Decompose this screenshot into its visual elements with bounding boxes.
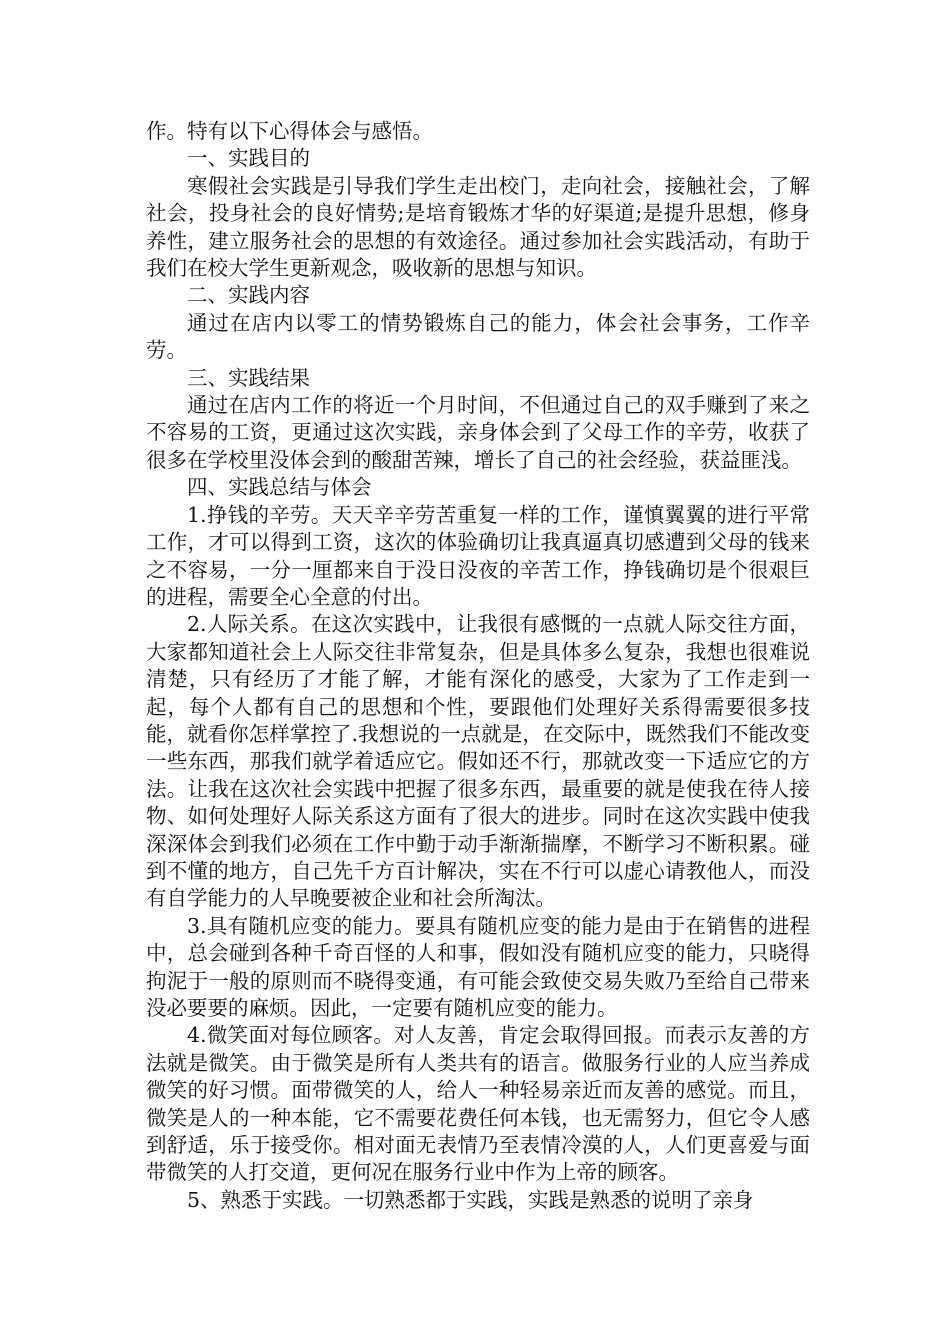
- section-heading-results: 三、实践结果: [187, 365, 310, 390]
- paragraph-results: 通过在店内工作的将近一个月时间，不但通过自己的双手赚到了来之不容易的工资，更通过这次实践，亲身体会到了父母工作的辛劳，收获了很多在学校里没体会到的酸甜苦辣，增长了自己的社会经验，获益匪浅。: [146, 393, 810, 472]
- section-heading-content: 二、实践内容: [187, 283, 310, 308]
- paragraph-intro-continuation: 作。特有以下心得体会与感悟。: [146, 119, 433, 143]
- section-heading-purpose: 一、实践目的: [187, 146, 310, 171]
- paragraph-point-5: 5、熟悉于实践。一切熟悉都于实践，实践是熟悉的说明了亲身: [187, 1187, 754, 1212]
- paragraph-point-3: 3.具有随机应变的能力。要具有随机应变的能力是由于在销售的进程中，总会碰到各种千奇百怪的人和事，假如没有随机应变的能力，只晓得拘泥于一般的原则而不晓得变通，有可能会致使交易失败乃至给自己带来没必要要的麻烦。因此，一定要有随机应变的能力。: [146, 913, 810, 1020]
- paragraph-point-2: 2.人际关系。在这次实践中，让我很有感慨的一点就人际交往方面，大家都知道社会上人际交往非常复杂，但是具体多么复杂，我想也很难说清楚，只有经历了才能了解，才能有深化的感受，大家为了工作走到一起，每个人都有自己的思想和个性，要跟他们处理好关系得需要很多技能，就看你怎样掌控了.我想说的一点就是，在交际中，既然我们不能改变一些东西，那我们就学着适应它。假如还不行，那就改变一下适应它的方法。让我在这次社会实践中把握了很多东西，最重要的就是使我在待人接物、如何处理好人际关系这方面有了很大的进步。同时在这次实践中使我深深体会到我们必须在工作中勤于动手渐渐揣摩，不断学习不断积累。碰到不懂的地方，自己先千方百计解决，实在不行可以虚心请教他人，而没有自学能力的人早晚要被企业和社会所淘汰。: [146, 612, 810, 911]
- section-heading-summary: 四、实践总结与体会: [187, 475, 372, 500]
- paragraph-point-4: 4.微笑面对每位顾客。对人友善，肯定会取得回报。而表示友善的方法就是微笑。由于微笑是所有人类共有的语言。做服务行业的人应当养成微笑的好习惯。面带微笑的人，给人一种轻易亲近而友善的感觉。而且，微笑是人的一种本能，它不需要花费任何本钱，也无需努力，但它令人感到舒适，乐于接受你。相对面无表情乃至表情冷漠的人，人们更喜爱与面带微笑的人打交道，更何况在服务行业中作为上帝的顾客。: [146, 1023, 810, 1185]
- paragraph-content: 通过在店内以零工的情势锻炼自己的能力，体会社会事务，工作辛劳。: [146, 310, 810, 363]
- paragraph-purpose: 寒假社会实践是引导我们学生走出校门，走向社会，接触社会，了解社会，投身社会的良好情势;是培育锻炼才华的好渠道;是提升思想，修身养性，建立服务社会的思想的有效途径。通过参加社会实践活动，有助于我们在校大学生更新观念，吸收新的思想与知识。: [146, 173, 810, 281]
- document-body: [146, 118, 810, 1214]
- paragraph-point-1: 1.挣钱的辛劳。天天辛辛劳苦重复一样的工作，谨慎翼翼的进行平常工作，才可以得到工资，这次的体验确切让我真逼真切感遭到父母的钱来之不容易，一分一厘都来自于没日没夜的辛苦工作，挣钱确切是个很艰巨的进程，需要全心全意的付出。: [146, 502, 810, 609]
